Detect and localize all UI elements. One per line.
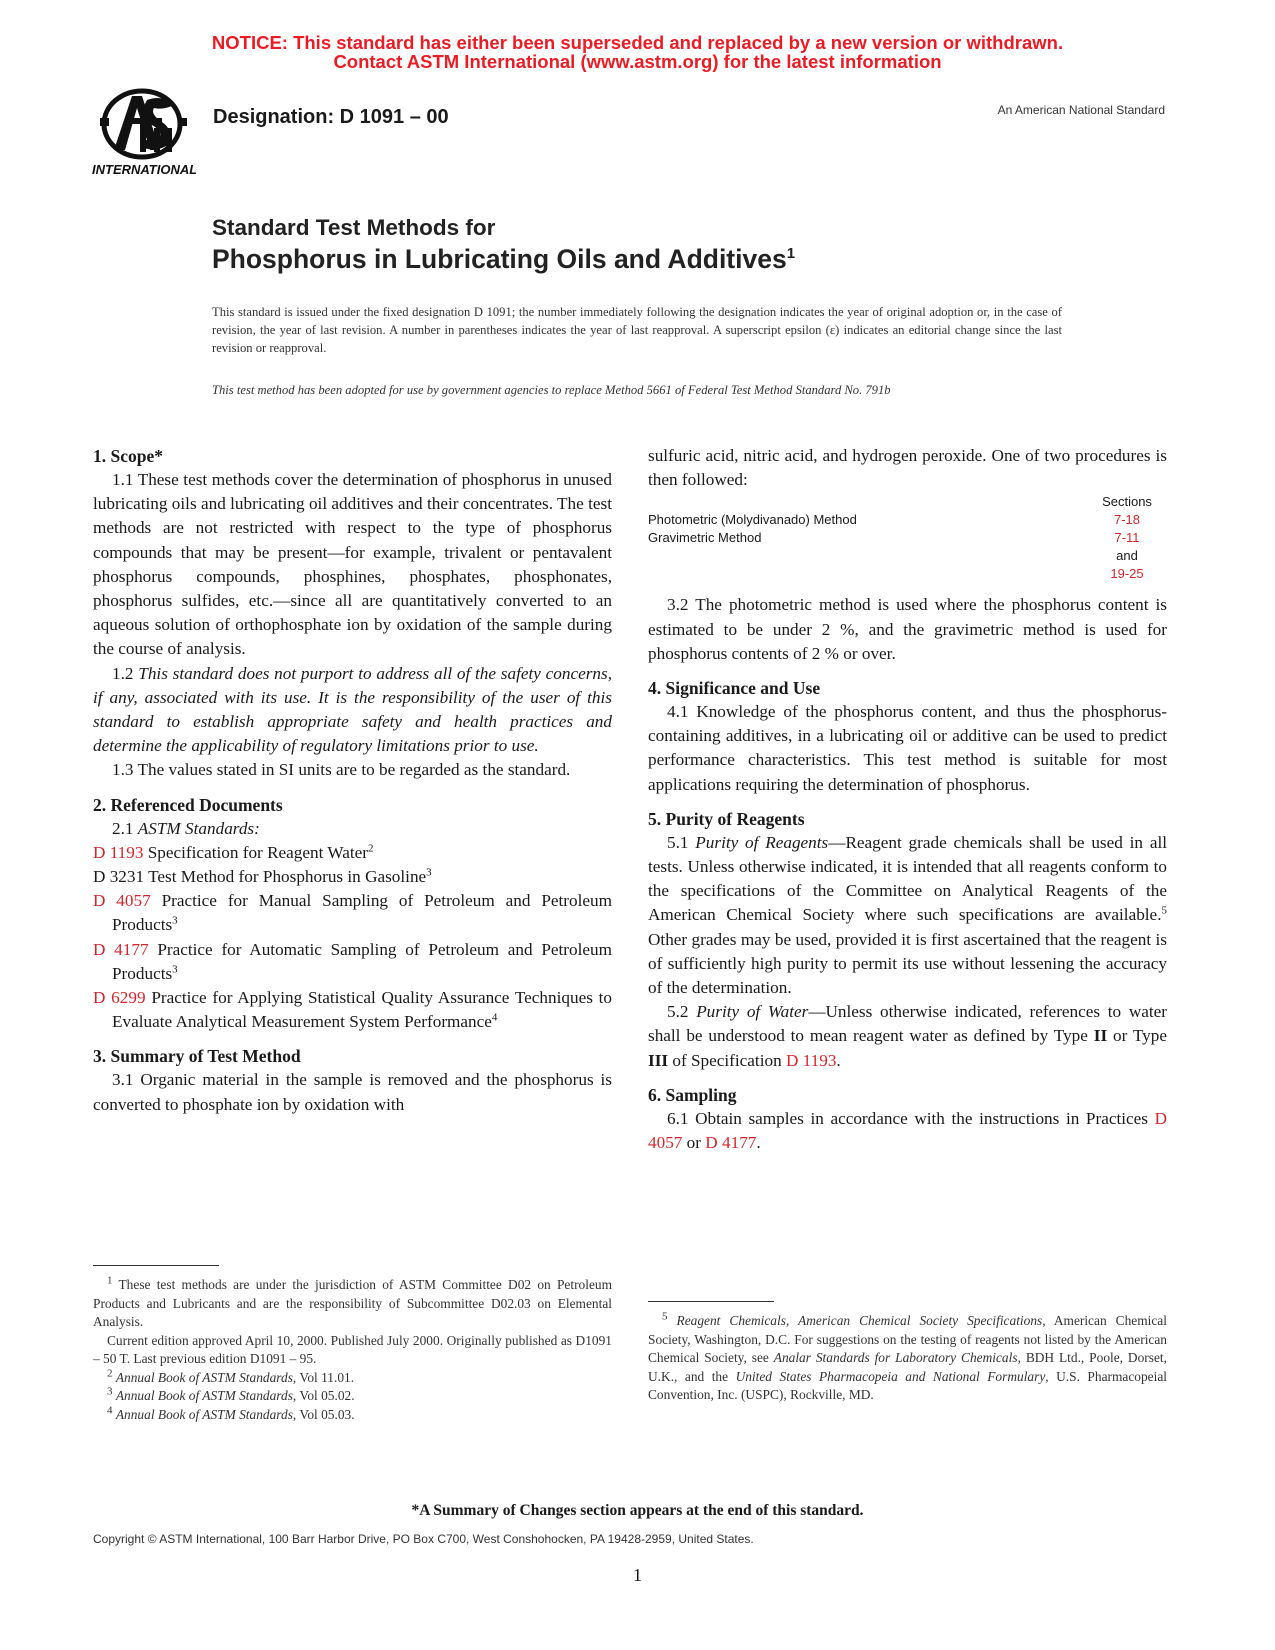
referenced-2-1-label: ASTM Standards: [137,818,260,838]
fn-title: Annual Book of ASTM Standards [115,1369,293,1385]
purity-5-1-fn: 5 [1161,904,1167,917]
purity-5-1-label: Purity of Reagents [695,832,829,852]
purity-5-1 [648,831,1167,1000]
document-title [212,213,795,275]
ref-link-d4177-inline[interactable]: D 4177 [705,1133,757,1153]
footnote-3 [93,1387,612,1406]
fn-title: Annual Book of ASTM Standards [115,1406,293,1422]
adoption-note: This test method has been adopted for use by government agencies to replace Method 5661 of Federal Test Method Standard No. 791b [212,383,891,397]
footnote-rule-right [648,1301,774,1302]
footnote-5 [648,1312,1167,1405]
ref-item-d1193 [93,841,612,865]
title-line-1: Standard Test Methods for [212,215,496,240]
logo-wordmark: INTERNATIONAL [92,162,196,177]
footnote-1 [93,1276,612,1332]
fn-title: Reagent Chemicals, American Chemical Society Specifications [676,1313,1043,1328]
table-row [648,529,1167,547]
footnote-1-edition: Current edition approved April 10, 2000. Published July 2000. Originally published as D1091 – 50 T. Last previous edition D1091 – 95. [93,1332,612,1366]
section-referenced-documents [93,793,612,1035]
referenced-heading: 2. Referenced Documents [93,794,283,815]
referenced-2-1-num: 2.1 [112,818,134,838]
purity-5-2-spec: of Specification [668,1050,786,1070]
ref-link-d4177[interactable]: D 4177 [93,939,149,959]
ref-link-d1193-inline[interactable]: D 1193 [785,1050,837,1070]
ref-fn: 3 [172,963,178,976]
issuance-note: This standard is issued under the fixed designation D 1091; the number immediately following the designation indicates the year of original adoption or, in the case of revision, the year of last revision. A number in parentheses indicates the year of last reapproval. A superscript epsilon (ε) indicates an editorial change since the last revision or reapproval. [212,305,1062,355]
ref-fn: 3 [426,866,432,879]
ref-item-d6299 [93,986,612,1034]
table-row [648,547,1167,565]
fn-text: , U.S. Pharmacopeial Convention, Inc. (USPC), Rockville, MD. [648,1368,1167,1402]
type-ii: II [1093,1026,1108,1046]
section-purity [648,807,1167,1073]
table-row [648,565,1167,583]
footnotes-left [93,1276,612,1424]
copyright: Copyright © ASTM International, 100 Barr Harbor Drive, PO Box C700, West Conshohocken, PA 19428-2959, United States. [93,1532,754,1546]
notice-line-2: Contact ASTM International (www.astm.org) for the latest information [333,51,942,72]
fn-title: Annual Book of ASTM Standards [115,1388,293,1403]
ref-text: Practice for Automatic Sampling of Petroleum and Petroleum Products [112,939,612,983]
right-column [648,444,1167,1155]
ref-link-d4057[interactable]: D 4057 [93,891,151,911]
summary-heading: 3. Summary of Test Method [93,1046,301,1067]
period: . [756,1133,761,1153]
significance-heading: 4. Significance and Use [648,678,821,699]
footnote-4 [93,1406,612,1425]
ref-fn: 3 [172,914,178,927]
designation: Designation: D 1091 – 00 [213,106,449,128]
purity-5-2 [648,1000,1167,1073]
astm-logo-icon [92,88,196,184]
notice-line-1: NOTICE: This standard has either been superseded and replaced by a new version or withdrawn. [211,32,1064,53]
ref-link-d1193[interactable]: D 1193 [93,842,144,862]
summary-3-2: 3.2 The photometric method is used where the phosphorus content is estimated to be under 2 %, and the gravimetric method is used for phosphorus contents of 2 % or over. [648,595,1167,663]
scope-heading: 1. Scope* [93,446,163,466]
ref-link-d6299[interactable]: D 6299 [93,988,146,1008]
fn-text: These test methods are under the jurisdiction of ASTM Committee D02 on Petroleum Products and Lubricants and are the responsibility of Subcommittee D02.03 on Elemental Analysis. [93,1277,612,1329]
title-footnote-ref: 1 [786,245,796,263]
title-main: Phosphorus in Lubricating Oils and Additives [212,244,787,274]
sampling-6-1 [648,1107,1167,1155]
fn-num: 5 [662,1310,668,1323]
ref-item-d3231 [93,865,612,889]
section-significance [648,676,1167,797]
ref-text: Test Method for Phosphorus in Gasoline [148,867,427,887]
sections-link-7-11[interactable]: 7-11 [1114,530,1140,546]
sections-and: and [1116,548,1138,564]
summary-3-1-part1: 3.1 Organic material in the sample is removed and the phosphorus is converted to phosphate ion by oxidation with [93,1070,612,1114]
scope-1-2-text: This standard does not purport to address all of the safety concerns, if any, associated with its use. It is the responsibility of the user of this standard to establish appropriate safety and health practices and determine the applicability of regulatory limitations prior to use. [93,663,613,756]
withdrawn-notice [0,33,1275,71]
fn-title: United States Pharmacopeia and National Formulary [735,1368,1046,1384]
sampling-6-1-text: 6.1 Obtain samples in accordance with the instructions in Practices [667,1108,1155,1128]
ref-code-d3231: D 3231 [93,867,145,887]
purity-5-1-num: 5.1 [667,832,689,852]
sections-header: Sections [1102,494,1152,510]
sections-link-7-18[interactable]: 7-18 [1113,512,1141,528]
ref-text: Practice for Applying Statistical Quality Assurance Techniques to Evaluate Analytical Measurement System Performance [112,988,613,1032]
method-photometric: Photometric (Molydivanado) Method [648,512,857,528]
section-summary [93,1044,612,1116]
sampling-heading: 6. Sampling [648,1084,737,1105]
summary-continued [648,444,1167,666]
sections-link-19-25[interactable]: 19-25 [1110,566,1144,582]
summary-3-1-part2: sulfuric acid, nitric acid, and hydrogen peroxide. One of two procedures is then followed: [648,446,1167,490]
section-scope [93,444,612,783]
scope-1-3: 1.3 The values stated in SI units are to be regarded as the standard. [112,760,571,780]
ref-link-d4057-inline[interactable]: D 4057 [648,1108,1167,1153]
referenced-2-1 [93,817,612,841]
fn-num: 4 [107,1404,113,1417]
national-standard-label: An American National Standard [997,103,1165,117]
ref-fn: 4 [491,1011,498,1024]
purity-5-2-text: —Unless otherwise indicated, references to water shall be understood to mean reagent water as defined by Type [648,1002,1168,1046]
fn-vol: , Vol 11.01. [292,1369,355,1385]
purity-5-1-text-b: Other grades may be used, provided it is first ascertained that the reagent is of sufficiently high purity to permit its use without lessening the accuracy of the determination. [648,929,1167,998]
left-column [93,444,612,1117]
page-number: 1 [633,1565,642,1585]
period: . [836,1050,841,1070]
table-row [648,493,1167,511]
scope-1-2-num: 1.2 [112,663,134,683]
sampling-or: or [682,1133,706,1153]
ref-fn: 2 [367,842,374,855]
purity-5-2-num: 5.2 [667,1002,689,1022]
footnote-rule-left [93,1265,219,1266]
fn-title: Analar Standards for Laboratory Chemicals [773,1350,1018,1365]
fn-text: , BDH Ltd., Poole, Dorset, U.K., and the [648,1350,1167,1384]
purity-5-1-text: —Reagent grade chemicals shall be used in all tests. Unless otherwise indicated, it is intended that all reagents conform to the specifications of the Committee on Analytical Reagents of the American Chemical Society where such specifications are available. [648,832,1168,925]
scope-1-2 [93,662,612,759]
purity-heading: 5. Purity of Reagents [648,808,805,829]
ref-text: Specification for Reagent Water [147,842,368,862]
ref-text: Practice for Manual Sampling of Petroleum and Petroleum Products [112,891,612,935]
fn-num: 3 [107,1385,113,1398]
footnotes-right [648,1312,1167,1405]
fn-text: , American Chemical Society, Washington, D.C. For suggestions on the testing of reagents not listed by the American Chemical Society, see [648,1313,1167,1365]
fn-num: 2 [107,1367,113,1380]
section-sampling [648,1083,1167,1155]
title-line-2 [212,243,795,275]
ref-item-d4177 [93,938,612,986]
type-iii: III [648,1050,669,1070]
ref-item-d4057 [93,889,612,937]
procedures-table [648,493,1167,583]
summary-of-changes-note: *A Summary of Changes section appears at the end of this standard. [411,1502,864,1519]
footnote-2 [93,1369,612,1388]
scope-1-1: 1.1 These test methods cover the determination of phosphorus in unused lubricating oils and lubricating oil additives and their concentrates. The test methods are not restricted with respect to the type of phosphorus compounds that may be present—for example, trivalent or pentavalent phosphorus compounds, phosphines, phosphates, phosphonates, phosphorus sulfides, etc.—since all are quantitatively converted to an aqueous solution of orthophosphate ion by oxidation of the sample during the course of analysis. [93,470,612,659]
fn-vol: , Vol 05.03. [292,1406,355,1422]
fn-vol: , Vol 05.02. [292,1388,355,1403]
significance-4-1: 4.1 Knowledge of the phosphorus content, and thus the phosphorus-containing additives, in a lubricating oil or additive can be used to predict performance characteristics. This test method is suitable for most applications requiring the determination of phosphorus. [648,702,1167,794]
astm-logo [92,88,196,184]
fn-num: 1 [107,1274,113,1287]
method-gravimetric: Gravimetric Method [648,530,762,546]
purity-5-2-or: or Type [1107,1026,1167,1046]
purity-5-2-label: Purity of Water [696,1002,809,1022]
table-row [648,511,1167,529]
